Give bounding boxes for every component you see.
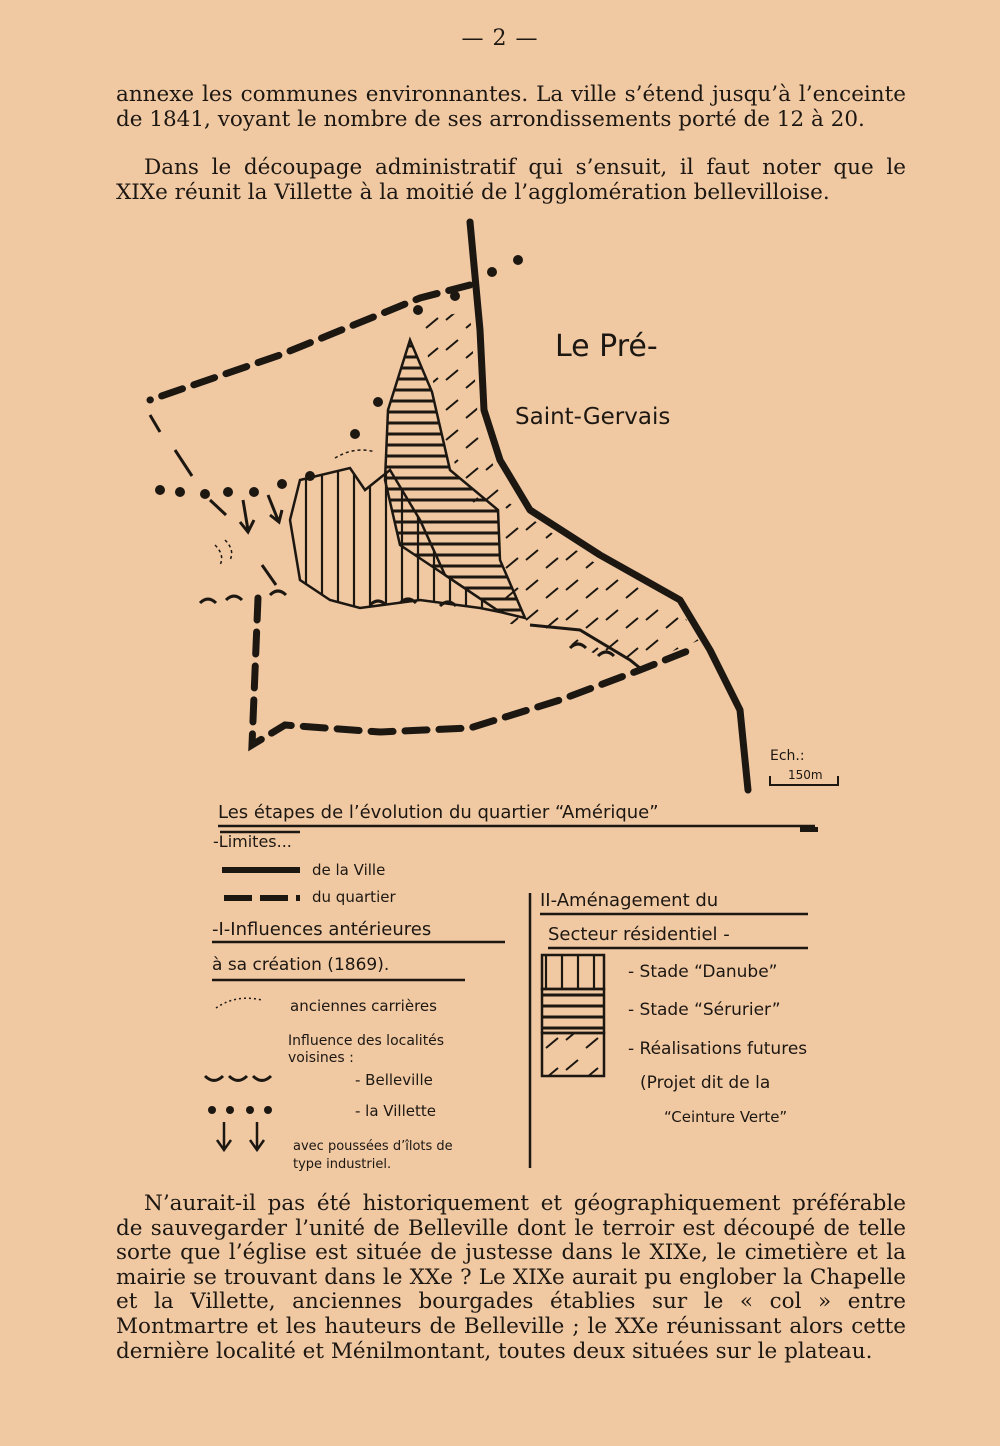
place-name-line2: Saint-Gervais: [515, 404, 671, 430]
legend-villette-swatch: [208, 1106, 272, 1114]
legend-projet-line2: “Ceinture Verte”: [664, 1108, 788, 1126]
page-number: — 2 —: [461, 26, 539, 51]
industrial-arrows: [150, 415, 282, 585]
legend-limits-heading: -Limites...: [213, 832, 292, 851]
paragraph-2: Dans le découpage administratif qui s’ensuit, il faut noter que le XIXe réunit la Villette à la moitié de l’agglomération bellevilloise.: [116, 155, 906, 205]
legend-swatch-future: [542, 1033, 604, 1076]
legend-quarries-swatch: [216, 998, 262, 1008]
legend-swatch-danube: [542, 955, 604, 989]
scale-value: 150m: [788, 768, 823, 782]
legend-industrial-line1: avec poussées d’îlots de: [293, 1139, 453, 1154]
legend-city-limit-label: de la Ville: [312, 861, 386, 879]
legend-swatch-serurier: [542, 989, 604, 1033]
legend-industrial-line2: type industriel.: [293, 1157, 392, 1172]
legend-title-underline: [218, 826, 815, 832]
legend-section1-line1: -I-Influences antérieures: [212, 919, 432, 940]
legend-stade-danube: - Stade “Danube”: [628, 962, 778, 982]
paragraph-1: annexe les communes environnantes. La ville s’étend jusqu’à l’enceinte de 1841, voyant le nombre de ses arrondissements porté de 12 à 20.: [116, 82, 906, 132]
legend-belleville-swatch: [205, 1076, 271, 1081]
legend-realisations: - Réalisations futures: [628, 1039, 808, 1059]
legend-section1-line2: à sa création (1869).: [212, 955, 390, 975]
legend-section2-line2: Secteur résidentiel -: [548, 924, 730, 945]
legend-title-mark: [800, 827, 818, 832]
legend-neighbours-line1: Influence des localités: [288, 1033, 445, 1049]
legend-neighbours-line2: voisines :: [288, 1050, 354, 1066]
legend-quarries-label: anciennes carrières: [290, 997, 437, 1015]
legend-projet-line1: (Projet dit de la: [640, 1073, 771, 1093]
district-evolution-map: [0, 205, 1000, 1190]
legend-belleville-label: - Belleville: [355, 1071, 433, 1089]
legend-arrows-swatch: [217, 1122, 264, 1150]
paragraph-3: N’aurait-il pas été historiquement et géographiquement préférable de sauvegarder l’unité de Belleville dont le terroir est découpé de telle sorte que l’église est située de justesse dans le XIXe, le cimetière et la mairie se trouvant dans le XXe ? Le XIXe aurait pu englober la Chapelle et la Villette, anciennes bourgades établies sur le « col » entre Montmartre et les hauteurs de Belleville ; le XXe réunissant alors cette dernière localité et Ménilmontant, toutes deux situées sur le plateau.: [116, 1191, 906, 1364]
legend-section2-line1: II-Aménagement du: [540, 890, 719, 911]
scale-label: Ech.:: [770, 748, 805, 764]
legend-district-limit-label: du quartier: [312, 888, 396, 906]
legend-title: Les étapes de l’évolution du quartier “Amérique”: [218, 802, 659, 823]
legend-stade-serurier: - Stade “Sérurier”: [628, 1000, 781, 1020]
legend-villette-label: - la Villette: [355, 1102, 436, 1120]
place-name-line1: Le Pré-: [555, 329, 658, 364]
